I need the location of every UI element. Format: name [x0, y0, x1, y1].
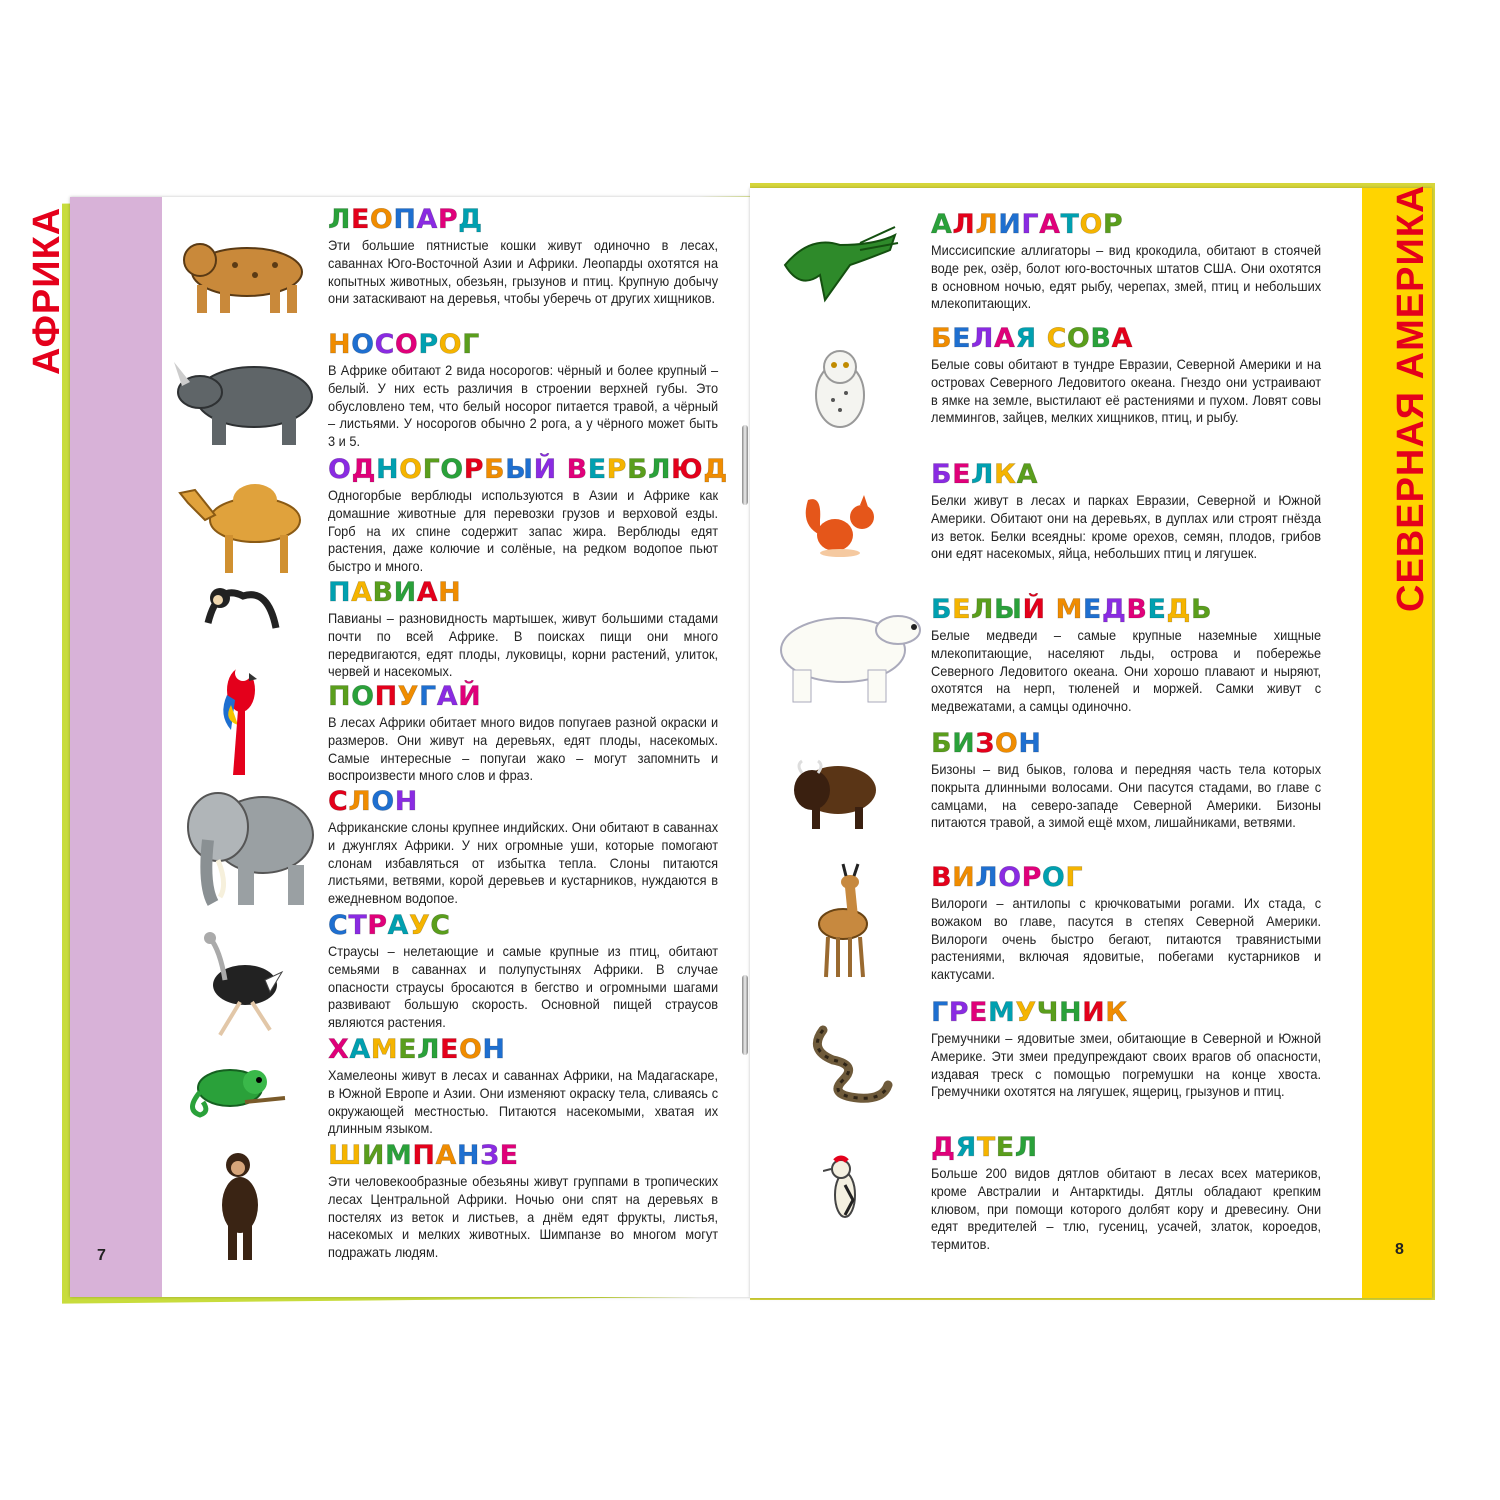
animal-entry	[931, 729, 1323, 832]
baboon-icon	[198, 578, 283, 638]
entry-description: Африканские слоны крупнее индийских. Они обитают в саваннах и джунглях Африки. У них огромные уши, которые помогают слонам избавляться от избытка тепла. Слоны питаются листьями, ветвями, корой деревьев и кустарников, нуждаются в ежедневном водопое.	[328, 820, 719, 907]
chameleon-icon	[185, 1060, 290, 1120]
entry-description: Эти большие пятнистые кошки живут одиночно в лесах, саваннах Юго-Восточной Азии и Африки. Леопарды охотятся на копытных животных, обезьян, грызунов и птиц. Крупную добычу они затаскивают на деревья, чтобы уберечь от других хищников.	[328, 238, 719, 307]
staple-bottom	[742, 975, 748, 1055]
animal-entry	[931, 324, 1323, 427]
entry-title: НОСОРОГ	[328, 329, 480, 360]
pronghorn-icon	[808, 862, 873, 982]
entry-description: Гремучники – ядовитые змеи, обитающие в Северной и Южной Америке. Эти змеи предупреждают своих врагов об опасности, издавая треск с помощью погремушки на конце хвоста. Гремучники охотятся на лягушек, ящериц, грызунов и птиц.	[931, 1031, 1322, 1100]
entry-description: Бизоны – вид быков, голова и передняя часть тела которых покрыта длинными волосами. Они пасутся стадами, во главе с самцами, на северо-западе Северной Америки. Бизоны питаются травой, а зимой ещё мхом, лишайниками, ветвями.	[931, 762, 1322, 831]
chimpanzee-icon	[210, 1150, 270, 1265]
animal-entry	[328, 330, 720, 451]
snowy-owl-icon	[808, 345, 873, 430]
region-title-africa: АФРИКА	[26, 206, 68, 375]
entry-description: Одногорбые верблюды используются в Азии и Африке как домашние животные для перевозки грузов и верховой езды. Горб на их спине содержит запас жира. Верблюды едят растения, даже колючие и солёные, на редком водопое пьют быстро и много.	[328, 488, 719, 575]
entry-title: БЕЛЫЙ МЕДВЕДЬ	[931, 594, 1213, 625]
entry-description: Хамелеоны живут в лесах и саваннах Африки, на Мадагаскаре, в Южной Европе и Азии. Они изменяют окраску тела, сливаясь с окружающей местностью. Питаются насекомыми, хватая их длинным языком.	[328, 1068, 719, 1137]
entry-title: БЕЛКА	[931, 459, 1038, 490]
entry-title: СЛОН	[328, 786, 418, 817]
animal-entry	[931, 595, 1323, 716]
leopard-icon	[175, 230, 315, 315]
entry-description: Страусы – нелетающие и самые крупные из птиц, обитают семьями в саваннах и полупустынях Африки. В случае опасности страусы бросаются в бегство и огромными шагами развивают большую скорость. Основной пищей страусов являются растения.	[328, 944, 719, 1031]
entry-title: БИЗОН	[931, 728, 1042, 759]
elephant-icon	[178, 785, 323, 910]
animal-entry	[328, 1141, 720, 1262]
entry-description: В Африке обитают 2 вида носорогов: чёрный и более крупный – белый. У них есть различия в строении верхней губы. Это обусловлено тем, что белый носорог питается травой, а чёрный – листьями. У носорогов обычно 2 рога, а у чёрного может быть 3 и 5.	[328, 363, 719, 450]
entry-title: ВИЛОРОГ	[931, 862, 1084, 893]
entry-description: Павианы – разновидность мартышек, живут большими стадами почти по всей Африке. В поисках пищи они много передвигаются, едят плоды, луковицы, корни растений, улиток, червей и насекомых.	[328, 611, 719, 680]
entry-title: ПОПУГАЙ	[328, 681, 482, 712]
animal-entry	[328, 578, 720, 681]
entry-title: СТРАУС	[328, 910, 451, 941]
entry-title: ДЯТЕЛ	[931, 1132, 1038, 1163]
bison-icon	[790, 755, 880, 830]
entry-title: ОДНОГОРБЫЙ ВЕРБЛЮД	[328, 454, 728, 485]
entry-description: Эти человекообразные обезьяны живут группами в тропических лесах Центральной Африки. Ночью они спят на деревьях в постелях из веток и листьев, а днём едят фрукты, листья, насекомых и мелких животных. Шимпанзе во многом могут подражать людям.	[328, 1174, 719, 1261]
animal-entry	[931, 998, 1323, 1101]
entry-title: ШИМПАНЗЕ	[328, 1140, 519, 1171]
animal-entry	[328, 1035, 720, 1138]
rattlesnake-icon	[803, 1020, 893, 1105]
parrot-icon	[213, 655, 268, 780]
polar-bear-icon	[768, 600, 923, 705]
entry-title: ХАМЕЛЕОН	[328, 1034, 506, 1065]
animal-entry	[328, 205, 720, 308]
woodpecker-icon	[823, 1155, 868, 1230]
ostrich-icon	[190, 930, 290, 1040]
staple-top	[742, 425, 748, 505]
entry-description: Белки живут в лесах и парках Евразии, Северной и Южной Америки. Обитают они на деревьях, в дуплах или строят гнёзда из веток. Белки всеядны: кроме орехов, семян, плодов, грибов они едят насекомых, яйца, небольших птиц и лягушек.	[931, 493, 1322, 562]
region-title-north-america: СЕВЕРНАЯ АМЕРИКА	[1390, 184, 1432, 612]
animal-entry	[328, 454, 728, 576]
animal-entry	[328, 682, 720, 785]
entry-title: АЛЛИГАТОР	[931, 209, 1124, 240]
animal-entry	[931, 1133, 1323, 1254]
page-number-right: 8	[1395, 1241, 1404, 1258]
left-region-strip	[70, 197, 162, 1297]
squirrel-icon	[800, 495, 890, 560]
entry-description: Белые совы обитают в тундре Евразии, Северной Америки и на островах Северного Ледовитого океана. Гнездо они устраивают в ямке на земле, выстилают её растениями и пухом. Ловят совы леммингов, зайцев, мелких хищников, птиц, и рыбу.	[931, 357, 1322, 426]
animal-entry	[931, 460, 1323, 563]
page-number-left: 7	[97, 1247, 106, 1264]
rhinoceros-icon	[172, 352, 317, 447]
entry-description: Миссисипские аллигаторы – вид крокодила, обитают в стоячей воде рек, озёр, болот юго-восточных штатов США. Они охотятся в основном ночью, едят рыбу, черепах, змей, птиц и небольших млекопитающих.	[931, 243, 1322, 312]
entry-description: Больше 200 видов дятлов обитают в лесах всех материков, кроме Австралии и Антарктиды. Дятлы обладают крепким клювом, при помощи которого долбят кору и древесину. Они едят вредителей – тлю, гусениц, усачей, златок, короедов, термитов.	[931, 1166, 1322, 1253]
entry-title: ПАВИАН	[328, 577, 462, 608]
animal-entry	[328, 911, 720, 1032]
animal-entry	[931, 863, 1323, 984]
animal-entry	[328, 787, 720, 908]
entry-description: В лесах Африки обитает много видов попугаев разной окраски и размеров. Они живут на деревьях, едят плоды, насекомых. Самые интересные – попугаи жако – могут запомнить и воспроизвести много слов и фраз.	[328, 715, 719, 784]
entry-title: ГРЕМУЧНИК	[931, 997, 1128, 1028]
animal-entry	[931, 210, 1323, 313]
entry-title: ЛЕОПАРД	[328, 204, 483, 235]
entry-description: Вилороги – антилопы с крючковатыми рогами. Их стада, с вожаком во главе, пасутся в степях Северной Америки. Вилороги очень быстро бегают, питаются травянистыми растениями, включая ядовитые, побегами кустарников и кактусами.	[931, 896, 1322, 983]
entry-description: Белые медведи – самые крупные наземные хищные млекопитающие, населяют льды, острова и побережье Северного Ледовитого океана. Они хорошо плавают и ныряют, охотятся на нерп, тюленей и моржей. Самки живут с медвежатами, а самцы одиночно.	[931, 628, 1322, 715]
alligator-icon	[780, 215, 900, 310]
entry-title: БЕЛАЯ СОВА	[931, 323, 1133, 354]
camel-icon	[170, 475, 315, 575]
